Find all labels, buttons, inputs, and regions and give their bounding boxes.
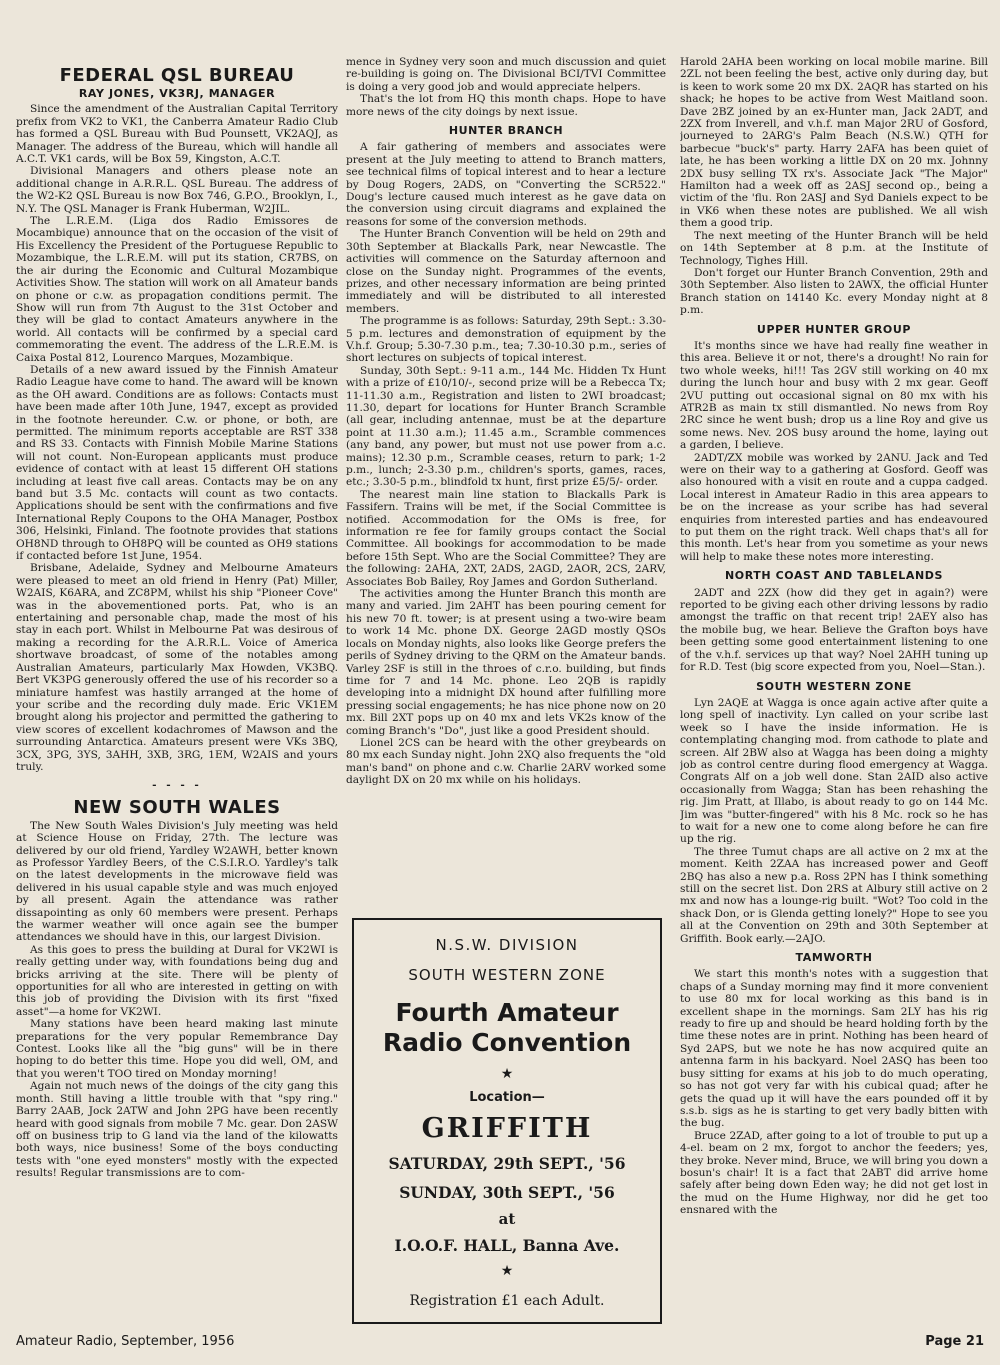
paragraph: The next meeting of the Hunter Branch will be held on 14th September at 8 p.m. at the Institute of Technology, Tighes Hill. [680, 229, 988, 267]
ad-date-sunday: SUNDAY, 30th SEPT., '56 [399, 1183, 615, 1202]
ad-location-label: Location— [469, 1090, 545, 1105]
section-separator: - - - - [152, 779, 202, 792]
south-western-zone-heading: SOUTH WESTERN ZONE [756, 679, 912, 693]
paragraph: A fair gathering of members and associates were present at the July meeting to attend to Branch matters, see technical films of topical interest and to hear a lecture by Doug Rogers, 2ADS, on "Converting the SCR522." Doug's lecture caused much interest as he gave data on the conversion using circuit diagrams and explained the reasons for some of the conversion methods. [346, 141, 666, 228]
ad-at: at [498, 1210, 516, 1228]
paragraph: The activities among the Hunter Branch this month are many and varied. Jim 2AHT has been pouring cement for his new 70 ft. tower; is at present using a two-wire beam to work 14 Mc. phone DX. George 2AGD mostly QSOs locals on Monday nights, also looks like George prefers the perils of Sydney driving to the QRM on the Amateur bands. Varley 2SF is still in the throes of c.r.o. building, but finds time for 7 and 14 Mc. phone. Leo 2QB is rapidly developing into a midnight DX hound after fulfilling more pressing social engagements; he has nice phone now on 20 mx. Bill 2XT pops up on 40 mx and lets VK2s know of the coming Branch's "Do", just like a good President should. [346, 588, 666, 737]
ad-registration: Registration £1 each Adult. [409, 1293, 605, 1309]
new-south-wales-heading: NEW SOUTH WALES [73, 796, 281, 818]
ad-title-line-1: Fourth Amateur [395, 998, 619, 1027]
paragraph: Don't forget our Hunter Branch Convention, 29th and 30th September. Also listen to 2AWX, the official Hunter Branch station on 14140 Kc. every Monday night at 8 p.m. [680, 266, 988, 317]
paragraph: We start this month's notes with a suggestion that chaps of a Sunday morning may find it more convenient to use 80 mx for local working as this band is in excellent shape in the mornings. Sam 2LY has his rig ready to fire up and should be heard holding forth by the time these notes are in print. Nothing has been heard of Syd 2APS, but we note he has now acquired quite an antenna farm in his backyard. Noel 2ASQ has been too busy sitting for exams at his job to do much operating, so has not got very far with his cubical quad; after he gets the quad up it will have the ears pounded off it by s.s.b. sigs as he is starting to get very badly bitten with the bug. [680, 968, 988, 1130]
paragraph: mence in Sydney very soon and much discussion and quiet re-building is going on. The Divisional BCI/TVI Committee is doing a very good job and would appreciate helpers. [346, 56, 666, 93]
paragraph: Bruce 2ZAD, after going to a lot of trouble to put up a 4-el. beam on 2 mx, forgot to anchor the feeders; yes, they broke. Never mind, Bruce, we will bring you down a bosun's chair! It is a fact that 2ABT did arrive home safely after being down Eden way; he did not get lost in the mud on the Hume Highway, nor did he get too ensnared with the [680, 1129, 988, 1217]
paragraph: Again not much news of the doings of the city gang this month. Still having a little trouble with that "spy ring." Barry 2AAB, Jock 2ATW and John 2PG have been recently heard with good signals from mobile 7 Mc. gear. Don 2ASW off on business trip to G land via the land of the kilowatts both ways, nice business! Some of the boys conducting tests with "one eyed monsters" mostly with the expected results! Regular transmissions are to com- [16, 1080, 338, 1180]
paragraph: 2ADT/ZX mobile was worked by 2ANU. Jack and Ted were on their way to a gathering at Gosford. Geoff was also honoured with a visit en route and a cuppa cadged. Local interest in Amateur Radio in this area appears to be on the increase as your scribe has had several enquiries from interested parties and has endeavoured to put them on the right track. Well chaps that's all for this month. Let's hear from you sometime as your news will help to make these notes more interesting. [680, 451, 988, 563]
paragraph: That's the lot from HQ this month chaps. Hope to have more news of the city doings by next issue. [346, 93, 666, 118]
paragraph: 2ADT and 2ZX (how did they get in again?) were reported to be giving each other driving lessons by radio amongst the traffic on that recent trip! 2AEY also has the mobile bug, we hear. Believe the Grafton boys have been getting some good entertainment listening to one of the v.h.f. services up that way? Noel 2AHH tuning up for R.D. Test (big score expected from you, Noel—Stan.). [680, 586, 988, 674]
ad-title-line-2: Radio Convention [382, 1028, 632, 1057]
hunter-branch-heading: HUNTER BRANCH [448, 124, 564, 138]
ad-venue: I.O.O.F. HALL, Banna Ave. [394, 1236, 620, 1255]
paragraph: As this goes to press the building at Dural for VK2WI is really getting under way, with foundations being dug and bricks arriving at the site. There will be plenty of opportunities for all who are interested in getting on with this job of providing the Division with its first "fixed asset"—a home for VK2WI. [16, 943, 338, 1018]
upper-hunter-group-heading: UPPER HUNTER GROUP [756, 322, 912, 336]
paragraph: Brisbane, Adelaide, Sydney and Melbourne Amateurs were pleased to meet an old friend in Henry (Pat) Miller, W2AIS, K6ARA, and ZC8PM, whilst his ship "Pioneer Cove" was in the abovementioned ports. Pat, who is an entertaining and personable chap, made the most of his stay in each port. Whilst in Melbourne Pat was desirous of making a recording for the A.R.R.L. Voice of America shortwave broadcast, of some of the notables among Australian Amateurs, particularly Max Howden, VK3BQ. Bert VK3PG generously offered the use of his recorder so a miniature hamfest was hastily arranged at the home of your scribe and the recording duly made. Eric VK1EM brought along his projector and permitted the gathering to view scores of excellent kodachromes of Mawson and the surrounding Antarctica. Amateurs present were VKs 3BQ, 3CX, 3PG, 3YS, 3AHH, 3XB, 3RG, 1EM, W2AIS and yours truly. [16, 562, 338, 773]
paragraph: Lyn 2AQE at Wagga is once again active after quite a long spell of inactivity. Lyn called on your scribe last week so I have the inside information. He is contemplating changing mod. from cathode to plate and screen. Alf 2BW also at Wagga has been doing a mighty job as control centre during flood emergency at Wagga. Congrats Alf on a job well done. Stan 2AID also active occasionally from Wagga; Stan has been rehashing the rig. Jim Pratt, at Illabo, is about ready to go on 144 Mc. Jim was "butter-fingered" with his 8 Mc. rock so he has to wait for a new one to come along before he can fire up the rig. [680, 696, 988, 846]
ad-zone: SOUTH WESTERN ZONE [408, 966, 606, 984]
convention-advertisement [352, 918, 662, 1324]
paragraph: The Hunter Branch Convention will be held on 29th and 30th September at Blackalls Park, near Newcastle. The activities will commence on the Saturday afternoon and close on the Sunday night. Programmes of the events, prizes, and other necessary information are being printed immediately and will be distributed to all interested members. [346, 228, 666, 315]
paragraph: Sunday, 30th Sept.: 9-11 a.m., 144 Mc. Hidden Tx Hunt with a prize of £10/10/-, second prize will be a Rebecca Tx; 11-11.30 a.m., Registration and listen to 2WI broadcast; 11.30, depart for locations for Hunter Branch Scramble (all gear, including antennae, must be at the departure point at 11.30 a.m.); 11.45 a.m., Scramble commences (any band, any power, but must not use power from a.c. mains); 12.30 p.m., Scramble ceases, return to park; 1-2 p.m., lunch; 2-3.30 p.m., children's sports, games, races, etc.; 3.30-5 p.m., blindfold tx hunt, first prize £5/5/- order. [346, 364, 666, 489]
column-2 [346, 56, 666, 912]
paragraph: Divisional Managers and others please note an additional change in A.R.R.L. QSL Bureau. The address of the W2-K2 QSL Bureau is now Box 746, G.P.O., Brooklyn, I., N.Y. The QSL Manager is Frank Huberman, W2JIL. [16, 165, 338, 215]
footer-publication: Amateur Radio, September, 1956 [16, 1334, 235, 1349]
column-1 [16, 60, 338, 1330]
paragraph: The three Tumut chaps are all active on 2 mx at the moment. Keith 2ZAA has increased power and Geoff 2BQ has also a new p.a. Ross 2PN has I think something still on the secret list. Don 2RS at Albury still active on 2 mx and now has a lounge-rig built. "Wot? Too cold in the shack Don, or is Glenda getting lonely?" Hope to see you all at the Convention on 29th and 30th September at Griffith. Book early.—2AJO. [680, 845, 988, 945]
footer-page-number: Page 21 [925, 1334, 984, 1349]
ad-date-saturday: SATURDAY, 29th SEPT., '56 [388, 1154, 626, 1173]
column-3 [680, 56, 988, 1326]
byline: RAY JONES, VK3RJ, MANAGER [78, 87, 276, 100]
paragraph: Details of a new award issued by the Finnish Amateur Radio League have come to hand. The award will be known as the OH award. Conditions are as follows: Contacts must have been made after 10th June, 1947, except as provided in the footnote hereunder. C.w. or phone, or both, are permitted. The minimum reports acceptable are RST 338 and RS 33. Contacts with Finnish Mobile Marine Stations will not count. Non-European applicants must produce evidence of contact with at least 15 different OH stations including at least five call areas. Contacts may be on any band but 3.5 Mc. contacts will count as two contacts. Applications should be sent with the confirmations and five International Reply Coupons to the OHA Manager, Postbox 306, Helsinki, Finland. The footnote provides that stations OH8ND through to OH8PQ will be counted as OH9 stations if contacted before 1st June, 1954. [16, 363, 338, 563]
paragraph: Harold 2AHA been working on local mobile marine. Bill 2ZL not been feeling the best, active only during day, but is keen to work some 20 mx DX. 2AQR has started on his shack; he hopes to be active from West Maitland soon. Dave 2BZ joined by an ex-Hunter man, Jack 2ADT, and 2ZX from Inverell, and v.h.f. man Major 2RU of Gosford, journeyed to 2ARG's Palm Beach (N.S.W.) QTH for barbecue "buck's" party. Harry 2AFA has been quiet of late, he has been working a little DX on 20 mx. Johnny 2DX busy selling TX rx's. Associate Jack "The Major" Hamilton had a week off as 2ASJ second op., being a victim of the 'flu. Ron 2ASJ and Syd Daniels expect to be in VK6 when these notes are published. We all wish them a good trip. [680, 56, 988, 230]
paragraph: Many stations have been heard making last minute preparations for the very popular Remembrance Day Contest. Looks like all the "big guns" will be in there hoping to do better this time. Hope you did well, OM, and that you weren't TOO tired on Monday morning! [16, 1018, 338, 1080]
star-icon: ★ [500, 1263, 514, 1279]
paragraph: Lionel 2CS can be heard with the other greybeards on 80 mx each Sunday night. John 2XQ also frequents the "old man's band" on phone and c.w. Charlie 2ARV worked some daylight DX on 20 mx while on his holidays. [346, 736, 666, 787]
ad-division: N.S.W. DIVISION [435, 936, 579, 954]
paragraph: The L.R.E.M. (Liga dos Radio Emissores de Mocambique) announce that on the occasion of the visit of His Excellency the President of the Portuguese Republic to Mozambique, the L.R.E.M. will put its station, CR7BS, on the air during the Economic and Cultural Mozambique Activities Show. The station will work on all Amateur bands on phone or c.w. as propagation conditions permit. The Show will run from 7th August to the 31st October and they will be glad to contact Amateurs anywhere in the world. All contacts will be confirmed by a special card commemorating the event. The address of the L.R.E.M. is Caixa Postal 812, Lourenco Marques, Mozambique. [16, 215, 338, 364]
paragraph: The programme is as follows: Saturday, 29th Sept.: 3.30-5 p.m. lectures and demonstration of equipment by the V.h.f. Group; 5.30-7.30 p.m., tea; 7.30-10.30 p.m., series of short lectures on subjects of topical interest. [346, 315, 666, 365]
paragraph: It's months since we have had really fine weather in this area. Believe it or not, there's a drought! No rain for two whole weeks, hi!!! Tas 2GV still working on 40 mx during the lunch hour and busy with 2 mx gear. Geoff 2VU putting out occasional signal on 80 mx with his ATR2B as main tx still dismantled. No news from Roy 2RC since he went bush; drop us a line Roy and give us some news. Nev. 2OS busy around the home, laying out a garden, I believe. [680, 339, 988, 452]
tamworth-heading: TAMWORTH [795, 951, 873, 965]
north-coast-heading: NORTH COAST AND TABLELANDS [724, 569, 944, 583]
paragraph: The nearest main line station to Blackalls Park is Fassifern. Trains will be met, if the Social Committee is notified. Accommodation for the OMs is free, for information re fee for family groups contact the Social Committee. All bookings for accommodation to be made before 15th Sept. Who are the Social Committee? They are the following: 2AHA, 2XT, 2ADS, 2AGD, 2AOR, 2CS, 2ARV, Associates Bob Bailey, Roy James and Gordon Sutherland. [346, 488, 666, 588]
ad-location: GRIFFITH [421, 1113, 593, 1144]
paragraph: Since the amendment of the Australian Capital Territory prefix from VK2 to VK1, the Canberra Amateur Radio Club has formed a QSL Bureau with Bud Pounsett, VK2AQJ, as Manager. The address of the Bureau, which will handle all A.C.T. VK1 cards, will be Box 59, Kingston, A.C.T. [16, 103, 338, 166]
federal-qsl-bureau-heading: FEDERAL QSL BUREAU [59, 65, 295, 86]
paragraph: The New South Wales Division's July meeting was held at Science House on Friday, 27th. The lecture was delivered by our old friend, Yardley W2AWH, better known as Professor Yardley Beers, of the C.S.I.R.O. Yardley's talk on the latest developments in the microwave field was delivered in his usual capable style and was much enjoyed by all present. Again the attendance was rather dissapointing as only 60 members were present. Perhaps the warmer weather will once again see the bumper attendances we should have in this, our largest Division. [16, 819, 338, 944]
star-icon: ★ [500, 1066, 514, 1082]
